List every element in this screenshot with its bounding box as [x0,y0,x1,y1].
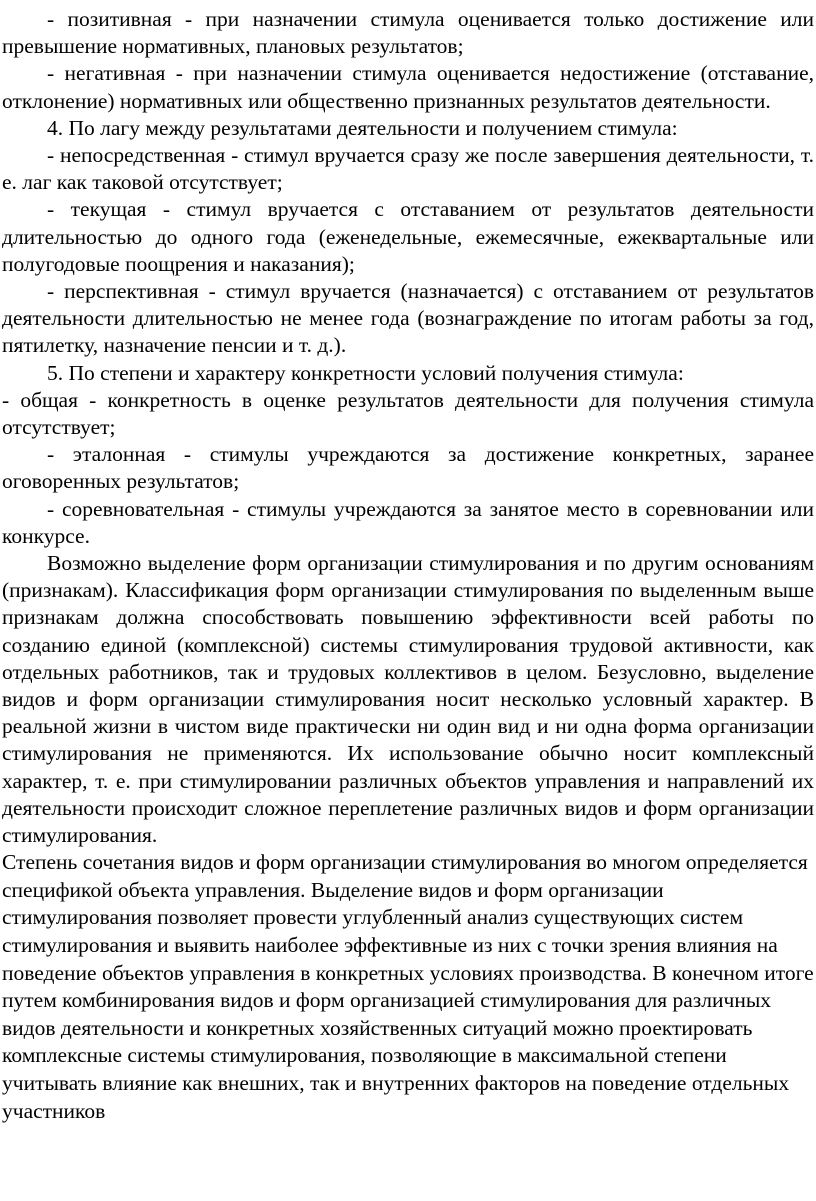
paragraph-negative-form: - негативная - при назначении стимула оценивается недостижение (отставание, отклонение) нормативных или общественно признанных результатов деятельности. [2,61,814,113]
paragraph-current: - текущая - стимул вручается с отставанием от результатов деятельности длительностью до одного года (еженедельные, ежемесячные, ежеквартальные или полугодовые поощрения и наказания); [2,197,814,276]
paragraph-immediate: - непосредственная - стимул вручается сразу же после завершения деятельности, т. е. лаг как таковой отсутствует; [2,143,814,195]
paragraph-other-bases: Возможно выделение форм организации стимулирования и по другим основаниям (признакам). Классификация форм организации стимулирования по выделенным выше признакам должна способствовать повышению эффективности всей работы по созданию единой (комплексной) системы стимулирования трудовой активности, как отдельных работников, так и трудовых коллективов в целом. Безусловно, выделение видов и форм организации стимулирования носит несколько условный характер. В реальной жизни в чистом виде практически ни один вид и ни одна форма организации стимулирования не применяются. Их использование обычно носит комплексный характер, т. е. при стимулировании различных объектов управления и направлений их деятельности происходит сложное переплетение различных видов и форм организации стимулирования. [2,551,814,848]
paragraph-prospective: - перспективная - стимул вручается (назначается) с отставанием от результатов деятельности длительностью не менее года (вознаграждение по итогам работы за год, пятилетку, назначение пенсии и т. д.). [2,279,814,358]
paragraph-general: - общая - конкретность в оценке результатов деятельности для получения стимула отсутствует; [2,387,814,440]
paragraph-competitive: - соревновательная - стимулы учреждаются за занятое место в соревновании или конкурсе. [2,496,814,548]
paragraph-reference: - эталонная - стимулы учреждаются за достижение конкретных, заранее оговоренных результатов; [2,442,814,494]
heading-by-concreteness: 5. По степени и характеру конкретности условий получения стимула: [47,360,684,385]
paragraph-positive-form: - позитивная - при назначении стимула оценивается только достижение или превышение нормативных, плановых результатов; [2,7,814,59]
paragraph-combination: Степень сочетания видов и форм организации стимулирования во многом определяется спецификой объекта управления. Выделение видов и форм организации стимулирования позволяет провести углубленный анализ существующих систем стимулирования и выявить наиболее эффективные из них с точки зрения влияния на поведение объектов управления в конкретных условиях производства. В конечном итоге путем комбинирования видов и форм организацией стимулирования для различных видов деятельности и конкретных хозяйственных ситуаций можно проектировать комплексные системы стимулирования, позволяющие в максимальной степени учитывать влияние как внешних, так и внутренних факторов на поведение отдельных участников [2,850,814,1123]
heading-by-lag: 4. По лагу между результатами деятельности и получением стимула: [47,115,678,140]
